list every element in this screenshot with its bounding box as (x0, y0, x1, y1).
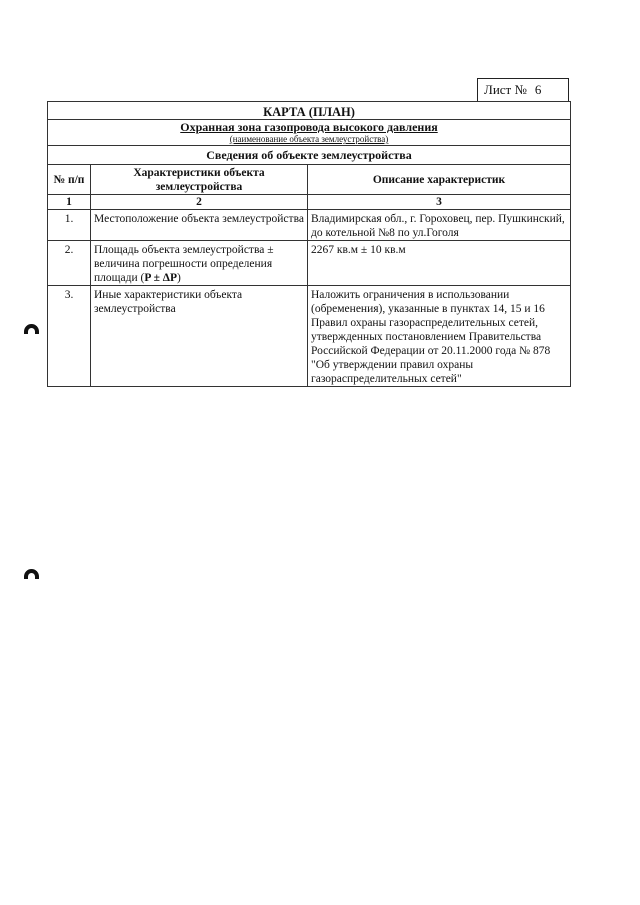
object-note-row (48, 134, 571, 146)
object-name: Охранная зона газопровода высокого давления (48, 120, 571, 135)
row-description: Наложить ограничения в использовании (обременения), указанные в пунктах 14, 15 и 16 Правил охраны газораспределительных сетей, утвержденных постановлением Правительства Российской Федерации от 20.11.2000 года № 878 "Об утверждении правил охраны газораспределительных сетей" (308, 286, 571, 387)
punch-hole-mark-bottom (24, 569, 39, 579)
row-number: 1. (48, 210, 91, 241)
row-characteristic: Иные характеристики объекта землеустройства (91, 286, 308, 387)
section-title: Сведения об объекте землеустройства (48, 146, 571, 165)
row-characteristic-formula: P ± ΔP (144, 272, 177, 284)
section-row (48, 146, 571, 165)
row-characteristic-text: Площадь объекта землеустройства ± величина погрешности определения площади ( (94, 244, 274, 284)
row-characteristic: Местоположение объекта землеустройства (91, 210, 308, 241)
object-name-row (48, 120, 571, 135)
row-description: 2267 кв.м ± 10 кв.м (308, 241, 571, 286)
row-number: 3. (48, 286, 91, 387)
row-characteristic (91, 241, 308, 286)
col-number-2: 2 (91, 195, 308, 210)
col-header-no: № п/п (48, 165, 91, 195)
column-header-row (48, 165, 571, 195)
sheet-number-box (477, 78, 569, 101)
col-number-1: 1 (48, 195, 91, 210)
col-header-description: Описание характеристик (308, 165, 571, 195)
sheet-label: Лист № (484, 82, 527, 97)
sheet-number: 6 (534, 82, 542, 97)
col-number-3: 3 (308, 195, 571, 210)
table-row (48, 241, 571, 286)
punch-hole-mark-top (24, 324, 39, 334)
row-description: Владимирская обл., г. Гороховец, пер. Пушкинский, до котельной №8 по ул.Гоголя (308, 210, 571, 241)
col-header-characteristic: Характеристики объекта землеустройства (91, 165, 308, 195)
table-row (48, 210, 571, 241)
row-number: 2. (48, 241, 91, 286)
row-characteristic-end: ) (177, 272, 181, 284)
map-title: КАРТА (ПЛАН) (48, 102, 571, 120)
table-row (48, 286, 571, 387)
column-number-row (48, 195, 571, 210)
land-object-table (47, 101, 571, 387)
object-note: (наименование объекта землеустройства) (229, 134, 389, 144)
title-row (48, 102, 571, 120)
